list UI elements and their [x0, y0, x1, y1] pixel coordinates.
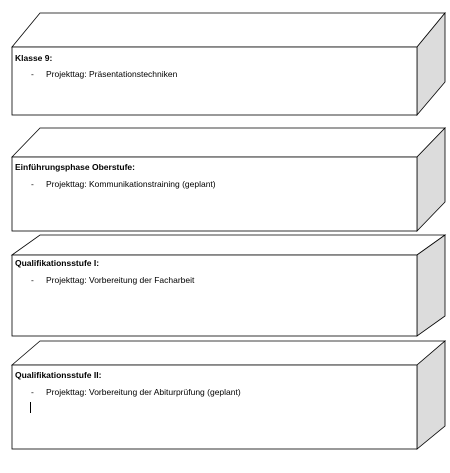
list-bullet: - [31, 275, 34, 285]
phase-block-qualifikationsstufe-1 [0, 234, 450, 338]
phase-block-klasse-9 [0, 12, 450, 116]
list-item-text: Projekttag: Vorbereitung der Abiturprüfung (geplant) [46, 387, 241, 397]
list-item-text: Projekttag: Präsentationstechniken [46, 69, 178, 79]
list-item [31, 275, 194, 285]
list-item-text: Projekttag: Vorbereitung der Facharbeit [46, 275, 195, 285]
phase-block-einfuehrungsphase [0, 127, 450, 233]
block-3d-box [0, 12, 450, 116]
list-bullet: - [31, 179, 34, 189]
text-cursor[interactable] [30, 402, 31, 413]
phase-block-qualifikationsstufe-2 [0, 340, 450, 452]
phase-heading: Klasse 9: [15, 53, 53, 63]
list-bullet: - [31, 69, 34, 79]
phase-heading: Qualifikationsstufe I: [15, 258, 100, 268]
list-item-text: Projekttag: Kommunikationstraining (geplant) [46, 179, 216, 189]
list-item [31, 387, 241, 397]
list-item [31, 69, 177, 79]
block-3d-box [0, 234, 450, 338]
phase-heading: Einführungsphase Oberstufe: [15, 162, 135, 172]
phase-heading: Qualifikationsstufe II: [15, 370, 102, 380]
list-bullet: - [31, 387, 34, 397]
list-item [31, 179, 216, 189]
